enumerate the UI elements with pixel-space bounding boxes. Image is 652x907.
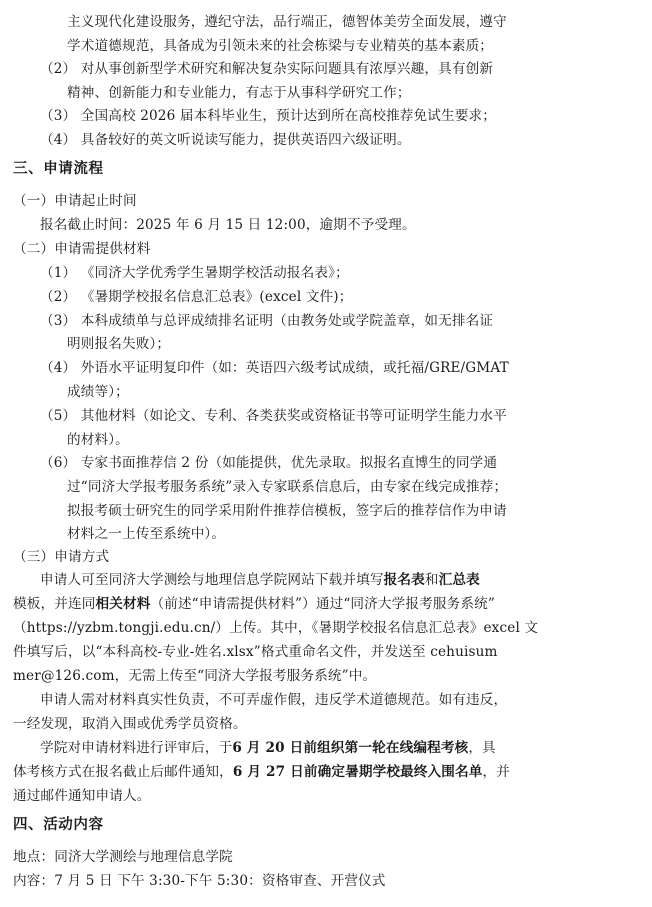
final-list-deadline: 6 月 27 日前确定暑期学校最终入围名单: [232, 764, 483, 780]
summary-sheet-term: 汇总表: [438, 572, 480, 588]
signup-form-term: 报名表: [383, 572, 425, 588]
material-3-line-2: 明则报名失败）；: [67, 336, 171, 352]
material-5-line-1: （5） 其他材料（如论文、专利、各类获奖或资格证书等可证明学生能力水平: [40, 408, 507, 424]
location-line: 地点：同济大学测绘与地理信息学院: [13, 849, 233, 865]
material-1: （1） 《同济大学优秀学生暑期学校活动报名表》；: [40, 265, 349, 281]
requirement-3: （3） 全国高校 2026 届本科毕业生，预计达到所在高校推荐免试生要求；: [40, 108, 496, 124]
material-6-line-3: 拟报考硕士研究生的同学采用附件推荐信模板，签字后的推荐信作为申请: [67, 503, 507, 519]
method-paragraph-line-3: （https://yzbm.tongji.edu.cn/）上传。其中，《暑期学校报名信息汇总表》excel 文: [13, 620, 539, 636]
material-6-line-2: 过“同济大学报考服务系统”录入专家联系信息后，由专家在线完成推荐；: [67, 479, 508, 495]
integrity-paragraph-line-1: 申请人需对材料真实性负责，不可弄虚作假，违反学术道德规范。如有违反，: [40, 692, 508, 708]
method-paragraph-line-5: mer@126.com，无需上传至“同济大学报考服务系统”中。: [13, 668, 377, 684]
material-3-line-1: （3） 本科成绩单与总评成绩排名证明（由教务处或学院盖章，如无排名证: [40, 313, 494, 329]
method-paragraph-line-4: 件填写后，以“本科高校-专业-姓名.xlsx”格式重命名文件，并发送至 cehuisum: [13, 644, 498, 660]
deadline-text: 报名截止时间：2025 年 6 月 15 日 12:00，逾期不予受理。: [40, 217, 416, 233]
requirement-2-line-1: （2） 对从事创新型学术研究和解决复杂实际问题具有浓厚兴趣，具有创新: [40, 61, 494, 77]
review-paragraph-line-3: 通过邮件通知申请人。: [13, 788, 151, 804]
material-2: （2） 《暑期学校报名信息汇总表》(excel 文件)；: [40, 289, 353, 305]
coding-exam-deadline: 6 月 20 日前组织第一轮在线编程考核: [232, 740, 469, 756]
method-paragraph-line-2: 模板，并连同相关材料（前述“申请需提供材料”）通过“同济大学报考服务系统”: [13, 596, 495, 612]
review-paragraph-line-1: 学院对申请材料进行评审后，于6 月 20 日前组织第一轮在线编程考核，具: [40, 740, 496, 756]
requirement-1-line-2: 学术道德规范，具备成为引领未来的社会栋梁与专业精英的基本素质；: [67, 38, 494, 54]
material-4-line-2: 成绩等）；: [67, 384, 129, 400]
subsection-3-heading: （三）申请方式: [13, 549, 110, 565]
material-4-line-1: （4） 外语水平证明复印件（如：英语四六级考试成绩，或托福/GRE/GMAT: [40, 360, 509, 376]
material-6-line-4: 材料之一上传至系统中）。: [67, 526, 226, 542]
section-4-heading: 四、活动内容: [13, 817, 104, 833]
requirement-2-line-2: 精神、创新能力和专业能力，有志于从事科学研究工作；: [67, 85, 411, 101]
integrity-paragraph-line-2: 一经发现，取消入围或优秀学员资格。: [13, 716, 247, 732]
review-paragraph-line-2: 体考核方式在报名截止后邮件通知，6 月 27 日前确定暑期学校最终入围名单，并: [13, 764, 511, 780]
material-6-line-1: （6） 专家书面推荐信 2 份（如能提供，优先录取。拟报名直博生的同学通: [40, 455, 498, 471]
subsection-1-heading: （一）申请起止时间: [13, 193, 137, 209]
material-5-line-2: 的材料）。: [67, 432, 129, 448]
related-materials-term: 相关材料: [95, 596, 151, 612]
section-3-heading: 三、申请流程: [13, 161, 104, 177]
requirement-4: （4） 具备较好的英文听说读写能力，提供英语四六级证明。: [40, 132, 411, 148]
method-paragraph-line-1: 申请人可至同济大学测绘与地理信息学院网站下载并填写报名表和汇总表: [40, 572, 480, 588]
requirement-1-line-1: 主义现代化建设服务，遵纪守法，品行端正，德智体美劳全面发展，遵守: [67, 14, 507, 30]
content-line: 内容：7 月 5 日 下午 3:30-下午 5:30：资格审查、开营仪式: [13, 873, 386, 889]
subsection-2-heading: （二）申请需提供材料: [13, 241, 151, 257]
